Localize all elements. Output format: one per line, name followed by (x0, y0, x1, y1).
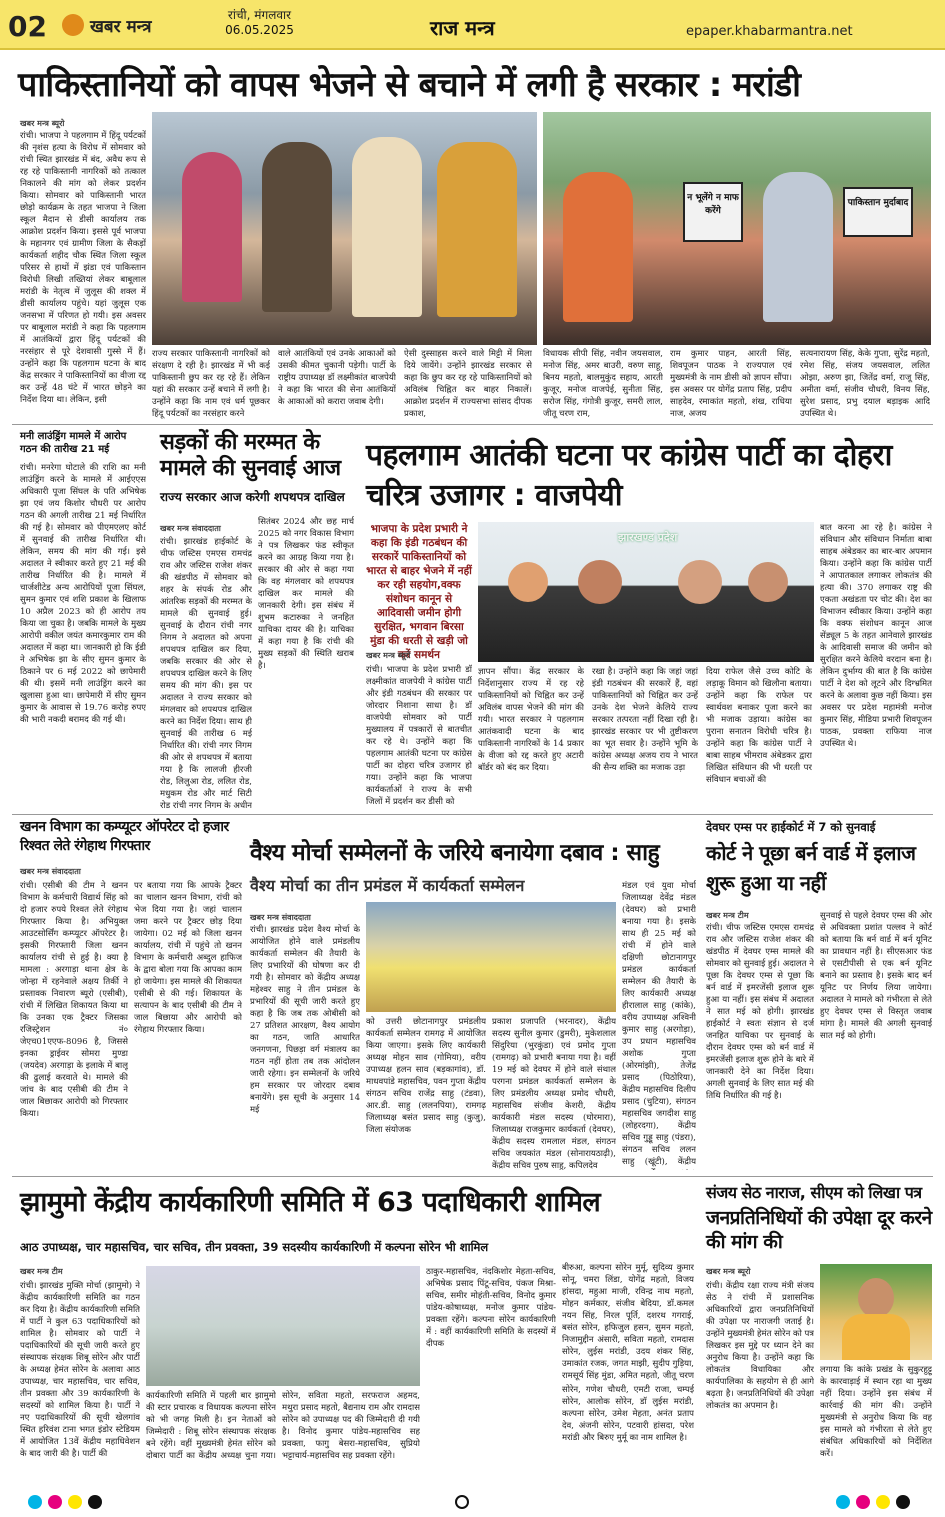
mine-body: रांची। मनरेगा घोटाले की राशि का मनी लाउंड्रिंग करने के मामले में आईएएस अधिकारी पूजा सिंघल के पति अभिषेक झा एवं जय किशोर चौधरी पर आरोप गठन की अगली तारीख 21 मई निर्धारित की गई है। सोमवार को पीएमएलए कोर्ट में सुनवाई की तारीख निर्धारित थी। लेकिन, समय की मांग की गई। इसे अदालत ने स्वीकार करते हुए 21 मई की तारीख निर्धारित की है। मामले में चार्जशीटेड अन्य आरोपियों पूजा सिंघल, सुमन कुमार एवं शशि प्रकाश के खिलाफ 10 अप्रैल 2023 को ही आरोप तय किया जा चुका है। जबकि मामले के मुख्य आरोपी वकील जयंत कमारकुमार राम की अदालत में कहा था। जानकारी हो कि ईडी ने अभिषेक झा के सीए सुमन कुमार के ठिकाने पर 6 मई 2022 को छापेमारी की थी। इसमें मनी लाउंड्रिंग करने का खुलासा हुआ था। छापेमारी में सीए सुमन कुमार के आवास से 19.76 करोड़ रुपए की भारी नकदी बरामद की गई थी। (20, 463, 146, 725)
page-number: 02 (8, 10, 47, 43)
registration-mark (28, 1495, 42, 1509)
deoghar-body: रांची। चीफ जस्टिस एमएस रामचंद्र राव और जस्टिस राजेश शंकर की खंडपीठ में देवघर एम्स मामले की सोमवार को सुनवाई हुई। अदालत ने पूछा कि देवघर एम्स से पूछा कि बर्न वार्ड में इमरजेंसी इलाज शुरू हुआ या नहीं। इस संबंध में अदालत ने सात मई को होगी। झारखंड हाईकोर्ट ने स्वतः संज्ञान से दर्ज जनहित याचिका पर सुनवाई के दौरान देवघर एम्स को बर्न वार्ड में इमरजेंसी इलाज शुरू होने के बारे में जानकारी देने का निर्देश दिया। अगली सुनवाई के लिए सात मई की तिथि निर्धारित की गई है। (706, 923, 814, 1101)
congress-col3: रखा है। उन्होंने कहा कि जहां जहां इंडी गठबंधन की सरकारें हैं, वहां पाकिस्तानियों को चिह्नित कर उन्हें उनके देश भेजने केलिये राज्य सरकार तत्परता नहीं दिखा रही है। झारखंड सरकार पर भी तुष्टीकरण का भूत सवार है। उन्होंने भूमि के कांग्रेस अध्यक्ष अजय राय ने भारत की सैन्य शक्ति का मजाक उड़ा (592, 667, 698, 773)
vaishya-body: रांची। झारखंड प्रदेश वैश्य मोर्चा के आयोजित होने वाले प्रमंडलीय कार्यकर्ता सम्मेलन की तैयारी के लिए प्रभारियों की घोषणा कर दी गयी है। सोमवार को केंद्रीय अध्यक्ष महेश्वर साहु ने तीन प्रमंडल के प्रभारियों की सूची जारी करते हुए कहा है कि जब तक ओबीसी को 27 प्रतिशत आरक्षण, वैश्य आयोग का गठन, जाति आधारित जनगणना, पिछड़ा वर्ग मंत्रालय का गठन नहीं होता तब तक आंदोलन जारी रहेगा। इन सम्मेलनों के जरिये हम सरकार पर जोरदार दबाव बनायेंगे। इस सूची के अनुसार 14 मई (250, 925, 360, 1115)
jmm-body: रांची। झारखंड मुक्ति मोर्चा (झामुमो) ने केंद्रीय कार्यकारिणी समिति का गठन कर दिया है। केंद्रीय कार्यकारिणी समिति में पार्टी ने कुल 63 पदाधिकारियों को शामिल है। सोमवार को पार्टी ने पदाधिकारियों की सूची जारी करते हुए संस्थापक संरक्षक शिबू सोरेन और पार्टी के अध्यक्ष हेमंत सोरेन के अलावा आठ उपाध्यक्ष, चार महासचिव, चार सचिव, तीन प्रवक्ता और 39 कार्यकारिणी के सदस्यों को शामिल किया है। पार्टी ने नए पदाधिकारियों की सूची खेलगांव स्थित हरिवंश टाना भगत इंडोर स्टेडियम में आयोजित 13वें केंद्रीय महाधिवेशन के बाद जारी की है। पार्टी की (20, 1281, 140, 1459)
mining-byline: खबर मन्त्र संवाददाता (20, 867, 81, 876)
vaishya-col3: प्रकाश प्रजापति (भरनादर), केंद्रीय सदस्य सुनील कुमार (डुमरी), मुकेशलाल सिंदुरिया (भुरकुंडा) एवं प्रमोद गुप्ता (रामगढ़) को प्रभारी बनाया गया है। वहीं 19 मई को देवघर में होने वाले संथाल परगना प्रमंडल कार्यकर्ता सम्मेलन के लिए प्रमंडलीय अध्यक्ष प्रमोद चौधरी, महासचिव संजीव केशरी, केंद्रीय कार्यकारी मंडल सदस्य (घोरमारा), जिलाध्यक्ष राजकुमार कार्यकर्ता (देवघर), केंद्रीय सदस्य रामलाल मंडल, संगठन सचिव जयकांत मंडल (सोनारायठाढ़ी), केंद्रीय सचिव पुरुष साहु, कपिलदेव (492, 1017, 616, 1170)
crosshair-icon (455, 1495, 469, 1509)
brand-logo-icon (62, 14, 84, 36)
vaishya-meeting-photo (366, 902, 616, 1012)
roads-deck: राज्य सरकार आज करेगी शपथपत्र दाखिल (160, 490, 345, 504)
divider (12, 1176, 933, 1177)
brand-name: खबर मन्त्र (90, 17, 152, 37)
congress-press-photo (478, 522, 814, 662)
roads-byline: खबर मन्त्र संवाददाता (160, 524, 221, 533)
deoghar-kicker: देवघर एम्स पर हाईकोर्ट में 7 को सुनवाई (706, 820, 876, 834)
registration-mark (896, 1495, 910, 1509)
epaper-link[interactable]: epaper.khabarmantra.net (686, 24, 853, 39)
lead-body: रांची। भाजपा ने पहलगाम में हिंदू पर्यटकों की नृशंस हत्या के विरोध में सोमवार को रांची स्थित झारखंड में बंद, अवैध रूप से रह रहे पाकिस्तानी नागरिकों को तत्काल निकालने की मांग को लेकर प्रदर्शन किया। सोमवार को पाकिस्तानी भारत छोड़ो कार्यक्रम के तहत भाजपा ने जिला स्कूल मैदान से डीसी कार्यालय तक आक्रोश प्रदर्शन किया। इससे पूर्व भाजपा के महानगर एवं ग्रामीण जिला के सैकड़ों कार्यकर्ता शहीद चौक स्थित जिला स्कूल परिसर से हाथों में झंडा एवं पाकिस्तान विरोधी लिखी तख्तियां लेकर बाबूलाल मरांडी के नेतृत्व में जुलूस की शक्ल में डीसी कार्यालय पहुंचे। यहां जुलूस एक जनसभा में परिणत हो गयी। इस अवसर पर बाबूलाल मरांडी ने कहा कि पहलगाम में आतंकियों द्वारा हिंदू पर्यटकों की नरसंहार से पूरे देशवासी गुस्से में हैं। उन्होंने कहा कि पहलगाम घटना के बाद केंद्र सरकार ने पाकिस्तानियों का वीजा रद्द कर उन्हें 48 घंटे में भारत छोड़ने का निर्देश दिया था। लेकिन, इसी (20, 131, 146, 405)
lead-col2: राज्य सरकार पाकिस्तानी नागरिकों को संरक्षण दे रही है। झारखंड में भी कई पाकिस्तानी छुप कर रह रहे हैं। लेकिन यहां की सरकार उन्हें बचाने में लगी है। उन्होंने कहा कि नाम एवं धर्म पूछकर हिंदू पर्यटकों का नरसंहार करने (152, 349, 270, 419)
lead-col3: वाले आतंकियों एवं उनके आकाओं को उसकी कीमत चुकानी पड़ेगी। पार्टी के राष्ट्रीय उपाध्यक्ष डॉ लक्ष्मीकांत बाजपेयी ने कहा कि भारत की सेना आतंकियों के आकाओं को करारा जवाब देगी। (278, 349, 396, 407)
section-title: राज मन्त्र (430, 16, 495, 40)
jmm-deck: आठ उपाध्यक्ष, चार महासचिव, चार सचिव, तीन प्रवक्ता, 39 सदस्यीय कार्यकारिणी में कल्पना सोरेन भी शामिल (20, 1240, 489, 1254)
sanjay-col2: लगाया कि कांके प्रखंड के सुकुरहुट्टू के कारवाड़ाई में स्थान रहा था मुख्य नहीं दिया। उन्होंने इस संबंध में कार्रवाई की मांग की। उन्होंने मुख्यमंत्री से अनुरोध किया कि वह इस मामले को गंभीरता से लेते हुए संबंधित अधिकारियों को निर्देशित करें। (820, 1365, 932, 1459)
lead-col7: सत्यनारायण सिंह, केके गुप्ता, सुरेंद्र महतो, रमेश सिंह, संजय जयसवाल, ललित ओझा, अरुण झा, जितेंद्र वर्मा, राजू सिंह, अमीता वर्मा, संजीव चौधरी, विनय सिंह, सुरेश प्रसाद, प्रभु दयाल बड़ाइक आदि उपस्थित थे। (800, 349, 930, 419)
jmm-col3: सोरेन, सविता महतो, सरफराज अहमद, मथुरा प्रसाद महतो, बैद्यनाथ राम और रामदास सोरेन को उपाध्यक्ष पद की जिम्मेदारी दी गयी है। विनोद कुमार पांडेय-महासचिव सह प्रवक्ता, फागु बेसरा-महासचिव, सुप्रियो भट्टाचार्य-महासचिव सह प्रवक्ता रहेंगे। (282, 1391, 420, 1460)
congress-body: रांची। भाजपा के प्रदेश प्रभारी डॉ लक्ष्मीकांत वाजपेयी ने कांग्रेस पार्टी और इंडी गठबंधन की सरकार पर जोरदार निशाना साधा है। डॉ वाजपेयी सोमवार को पार्टी मुख्यालय में पत्रकारों से बातचीत कर रहे थे। उन्होंने कहा कि पहलगाम आतंकी घटना पर कांग्रेस पार्टी का दोहरा चरित्र उजागर हो गया। उन्होंने कहा कि भाजपा कार्यकर्ताओं ने राज्य के सभी जिलों में प्रदर्शन कर डीसी को (366, 665, 472, 807)
sanjay-headline: संजय सेठ नाराज, सीएम को लिखा पत्र (706, 1183, 922, 1202)
jmm-byline: खबर मन्त्र टीम (20, 1267, 63, 1276)
jmm-col4: ठाकुर-महासचिव, नंदकिशोर मेहता-सचिव, अभिषेक प्रसाद पिंटू-सचिव, पंकज मिश्रा-सचिव, समीर मोहंती-सचिव, विनोद कुमार पांडेय-कोषाध्यक्ष, मनोज कुमार पांडेय-प्रवक्ता रहेंगे। कल्पना सोरेन कार्यकारिणी में : वहीं कार्यकारिणी समिति के सदस्यों में दीपक (426, 1267, 556, 1349)
registration-mark (88, 1495, 102, 1509)
roads-body: रांची। झारखंड हाईकोर्ट के चीफ जस्टिस एमएस रामचंद्र राव और जस्टिस राजेश शंकर की खंडपीठ में सोमवार को शहर के संपर्क रोड और आंतरिक सड़कों की मरम्मत के मामले की सुनवाई हुई। सुनवाई के दौरान रांची नगर निगम ने अदालत को अपना शपथपत्र दाखिल कर दिया, जबकि सरकार की ओर से शपथपत्र दाखिल करने के लिए समय की मांग की। इस पर अदालत ने राज्य सरकार को मंगलवार को शपथपत्र दाखिल करने का निर्देश दिया। साथ ही सुनवाई की तारीख 6 मई निर्धारित की। रांची नगर निगम की ओर से शपथपत्र में बताया गया है कि लालजी हीरजी रोड, लिलुआ रोड, ललित रोड, मधुकम रोड और मार्ट सिटी रोड रांची नगर निगम के अधीन (160, 537, 252, 810)
lead-byline: खबर मन्त्र ब्यूरो (20, 119, 65, 128)
congress-col2: ज्ञापन सौंपा। केंद्र सरकार के निर्देशानुसार राज्य में रह रहे पाकिस्तानियों को चिह्नित कर उन्हें अविलंब वापस भेजने की मांग की गयी। भारत सरकार ने पहलगाम आतंकवादी घटना के बाद पाकिस्तानी नागरिकों के 14 प्रकार के वीजा को रद्द करते हुए अटारी बॉर्डर को बंद कर दिया। (478, 667, 584, 773)
mining-col2: पर बताया गया कि आपके ट्रैक्टर का चालान खनन विभाग, रांची को भेज दिया गया है। जहां चालान जमा करने पर ट्रैक्टर छोड़ दिया जायेगा। 02 मई को जिला खनन कार्यालय, रांची में पहुंचे तो खनन विभाग के कर्मचारी अब्दुल हाफिज के द्वारा बोला गया कि आपका काम हो जायेगा। इस मामले की शिकायत एसीबी से की गई। शिकायत के सत्यापन के बाद एसीबी की टीम ने जाल बिछाया और आरोपी को रंगेहाथ गिरफ्तार किया। (134, 881, 242, 1035)
jmm-col2: कार्यकारिणी समिति में पहली बार झामुमो की स्टार प्रचारक व विधायक कल्पना सोरेन को भी जगह मिली है। इन नेताओं को जिम्मेदारी : शिबू सोरेन संस्थापक संरक्षक बने रहेंगे। वहीं मुख्यमंत्री हेमंत सोरेन को दोबारा पार्टी का केंद्रीय अध्यक्ष चुना गया। (146, 1391, 276, 1460)
jmm-headline: झामुमो केंद्रीय कार्यकारिणी समिति में 63 पदाधिकारी शामिल (20, 1187, 601, 1218)
sanjay-body: रांची। केंद्रीय रक्षा राज्य मंत्री संजय सेठ ने रांची में प्रशासनिक अधिकारियों द्वारा जनप्रतिनिधियों की उपेक्षा पर नाराजगी जताई है। उन्होंने मुख्यमंत्री हेमंत सोरेन को पत्र लिखकर इस मुद्दे पर ध्यान देने का अनुरोध किया है। उन्होंने कहा कि लोकतंत्र विधायिका और कार्यपालिका के सहयोग से ही आगे बढ़ता है। जनप्रतिनिधियों की उपेक्षा लोकतंत्र का अपमान है। (706, 1281, 814, 1411)
vaishya-headline: वैश्य मोर्चा सम्मेलनों के जरिये बनायेगा दबाव : साहु (250, 840, 660, 866)
masthead (0, 0, 945, 50)
vaishya-col2: को उत्तरी छोटानागपुर प्रमंडलीय कार्यकर्ता सम्मेलन रामगढ़ में आयोजित किया जाएगा। इसके लिए कार्यकारी अध्यक्ष मोहन साव (गोमिया), वरीय उपाध्यक्ष हलन साव (बड़कागांव), डॉ. माधवपांडे महासचिव, पवन गुप्ता केंद्रीय संगठन सचिव राजेंद्र साहु (टंडवा), आर.डी. साहु (ललनपिया), रामगढ़ जिलाध्यक्ष बसंत प्रसाद साहु (कुजु), जिला संयोजक (366, 1017, 486, 1135)
deoghar-col2: सुनवाई से पहले देवघर एम्स की ओर से अधिवक्ता प्रशांत पल्लव ने कोर्ट को बताया कि बर्न वार्ड में बर्न यूनिट का प्रावधान नहीं है। सीएसआर फंड से एसटीपीसी से एक बर्न यूनिट बनाने का प्रस्ताव है। इसके बाद बर्न यूनिट पर निर्णय लिया जायेगा। अदालत ने मामले को गंभीरता से लेते हुए देवघर एम्स से विस्तृत जवाब मांगा है। मामले की अगली सुनवाई सात मई को होगी। (820, 911, 932, 1041)
jmm-col5: बीरुआ, कल्पना सोरेन मुर्मू, सुदिव्य कुमार सोनू, चमरा लिंडा, योगेंद्र महतो, विजय हांसदा, महुआ माजी, रविन्द्र नाथ महतो, मोहन कर्मकार, संजीव बेदिया, डॉ.कमल नयन सिंह, निरल पूर्ति, दशरथ गगराई, बसंत सोरेन, हफिजुल हसन, सुमन महतो, निजामुद्दीन अंसारी, सविता महतो, रामदास सोरेन, लुईस मरांडी, उदय शंकर सिंह, उमाकांत रजक, जगत माझी, सुदीप गुड़िया, रामसूर्य सिंह मुंडा, अमित महतो, जीतू चरण (562, 1263, 694, 1381)
congress-banner: झारखण्ड प्रदेश (618, 531, 678, 544)
lead-photo-left (152, 112, 537, 345)
registration-mark (68, 1495, 82, 1509)
lead-headline: पाकिस्तानियों को वापस भेजने से बचाने में लगी है सरकार : मरांडी (18, 65, 801, 105)
divider (12, 424, 933, 425)
vaishya-byline: खबर मन्त्र संवाददाता (250, 913, 311, 922)
protest-placard-2: पाकिस्तान मुर्दाबाद (843, 187, 913, 237)
congress-col5: बात करना आ रहे है। कांग्रेस ने संविधान और संविधान निर्माता बाबा साहब अंबेडकर का बार-बार अपमान किया। उन्होंने कहा कि कांग्रेस पार्टी ने आपातकाल लगाकर लोकतंत्र की हत्या की। 370 लगाकर राष्ट्र की एकता अखंडता पर चोट की। देश का विभाजन स्वीकार किया। उन्होंने कहा कि वक्फ संशोधन कानून आज सेंड्यूल 5 के तहत आनेवाले झारखंड के आदिवासी समाज की जमीन को सुरक्षित करने केलिये वरदान बना है। लेकिन दुर्भाग्य की बात है कि कांग्रेस पार्टी ने देश को लूटने और दिग्भ्रमित करने के अलावा कुछ नहीं किया। इस अवसर पर प्रदेश महामंत्री मनोज कुमार सिंह, मीडिया प्रभारी शिवपूजन पाठक, प्रवक्ता राफिया नाज उपस्थित थे। (820, 523, 932, 749)
registration-mark (856, 1495, 870, 1509)
mining-body: रांची। एसीबी की टीम ने खनन विभाग के कर्मचारी विद्यार्थ सिंह को दो हजार रुपये रिश्वत लेते रंगेहाथ गिरफ्तार किया है। अभियुक्त आउटसोर्सिंग कम्प्यूटर ऑपरेटर है। इसकी गिरफ्तारी जिला खनन कार्यालय रांची से हुई है। क्या है मामला : अरगाड़ा थाना क्षेत्र के जोन्हा में रहनेवाले अक्षय तिर्की ने प्रस्तावक निवारण ब्यूरो (एसीबी), रांची में लिखित शिकायत किया था कि उनका एक ट्रैक्टर जिसका रजिस्ट्रेशन नं० जेएच01एएफ-8096 है, जिससे इनका ड्राईवर सोमरा मुण्डा (जयदेव) अरगाड़ा के इलाके में बालू की ढुलाई करवाते थे। मामले की जांच के बाद एसीबी की टीम ने जाल बिछाकर आरोपी को गिरफ्तार किया। (20, 881, 128, 1119)
congress-byline: खबर मन्त्र ब्यूरो (366, 651, 411, 660)
sanjay-deck: जनप्रतिनिधियों की उपेक्षा दूर करने की मांग की (706, 1207, 932, 1253)
roads-headline: सड़कों की मरम्मत के मामले की सुनवाई आज (160, 430, 341, 481)
vaishya-deck: वैश्य मोर्चा का तीन प्रमंडल में कार्यकर्ता सम्मेलन (250, 876, 525, 895)
roads-body2: सितंबर 2024 और छह मार्च 2025 को नगर विकास विभाग ने पत्र लिखकर फंड स्वीकृत करने का आग्रह किया गया है। सरकार की ओर से कहा गया कि वह मंगलवार को शपथपत्र दाखिल कर मामले की जानकारी देगी। इस संबंध में शुभम कटारुका ने जनहित याचिका दायर की है। याचिका में कहा गया है कि रांची की मुख्य सड़कों की स्थिति खराब है। (258, 517, 354, 671)
lead-col6: राम कुमार पाहन, आरती सिंह, शिवपूजन पाठक ने राज्यपाल एवं मुख्यमंत्री के नाम डीसी को ज्ञापन सौंपा। इस अवसर पर योगेंद्र प्रताप सिंह, प्रदीप साहदेव, रमाकांत महतो, शंख, राधिया नाज, अजय (670, 349, 792, 419)
registration-mark (876, 1495, 890, 1509)
lead-photo-right (543, 112, 931, 345)
jmm-photo (146, 1266, 420, 1386)
registration-mark (48, 1495, 62, 1509)
sanjay-portrait (820, 1264, 932, 1360)
lead-col5: विधायक सीपी सिंह, नवीन जयसवाल, मनोज सिंह, अमर बाउरी, वरुण साहू, बिनय महतो, बालमुकुंद सहाय, आरती कुजूर, मनोज वाजपेई, सुनीता सिंह, सरोज सिंह, गंगोत्री कुजूर, समरी लाल, जीतू चरण राम, (543, 349, 663, 419)
lead-col4: ऐसी दुस्साहस करने वाले मिट्टी में मिला दिये जायेंगे। उन्होंने झारखंड सरकार से कहा कि छुप कर रह रहे पाकिस्तानियों को अविलंब चिह्नित कर बाहर निकालें। आक्रोश प्रदर्शन में राज्यसभा सांसद दीपक प्रकाश, (404, 349, 532, 419)
dateline-date: 06.05.2025 (225, 23, 294, 37)
divider (12, 814, 933, 815)
vaishya-col4: मंडल एवं युवा मोर्चा जिलाध्यक्ष देवेंद्र मंडल (देवघर) को प्रभारी बनाया गया है। इसके साथ ही 25 मई को रांची में होने वाले दक्षिणी छोटानागपुर प्रमंडल कार्यकर्ता सम्मेलन की तैयारी के लिए कार्यकारी अध्यक्ष हीरालाल साहु (कांके), वरीय उपाध्यक्ष अश्विनी कुमार साहु (अरगोड़ा), उप प्रधान महासचिव अशोक गुप्ता (ओरमांझी), तेजेंद्र प्रसाद (पिठोरिया), केंद्रीय महासचिव दिलीप प्रसाद (चुटिया), संगठन महासचिव जगदीश साहु (लोहरदगा), केंद्रीय सचिव गुड्डू साहु (पंडरा), संगठन सचिव ललन साहु (खूंटी), केंद्रीय (622, 881, 696, 1167)
congress-col4: दिया राफेल जैसे उच्च कोटि के लड़ाकू विमान को खिलौना बताया। उन्होंने कहा कि राफेल पर स्वार्थवश बनाकर पूजा करने का भी मजाक उड़ाया। कांग्रेस का पुराना सनातन विरोधी चरित्र है। उन्होंने कहा कि कांग्रेस पार्टी ने बाबा साहब भीमराव अंबेडकर द्वारा लिखित संविधान की भी धरती पर संविधान बचाओं की (706, 667, 812, 785)
sanjay-byline: खबर मन्त्र ब्यूरो (706, 1267, 751, 1276)
dateline-place: रांची, मंगलवार (227, 8, 292, 22)
mining-headline: खनन विभाग का कम्प्यूटर ऑपरेटर दो हजार रिश्वत लेते रंगेहाथ गिरफ्तार (20, 819, 229, 854)
deoghar-headline: कोर्ट ने पूछा बर्न वार्ड में इलाज शुरू हुआ या नहीं (706, 841, 916, 895)
registration-mark (836, 1495, 850, 1509)
jmm-col6: सोरेन, गणेश चौधरी, एमटी राजा, चम्पई सोरेन, आलोक सोरेन, डॉ लुईस मरांडी, कल्पना सोरेन, उमेश मेहता, अनंत प्रताप देव, अंजनी सोरेन, पटवारी हांसदा, परेश मरांडी और बिरुए मुर्मू का नाम शामिल है। (562, 1385, 694, 1443)
deoghar-byline: खबर मन्त्र टीम (706, 911, 749, 920)
congress-headline: पहलगाम आतंकी घटना पर कांग्रेस पार्टी का दोहरा चरित्र उजागर : वाजपेयी (366, 438, 892, 513)
congress-quote: भाजपा के प्रदेश प्रभारी ने कहा कि इंडी गठबंधन की सरकारें पाकिस्तानियों को भारत से बाहर भेजने में नहीं कर रही सहयोग,वक्फ संशोधन कानून से आदिवासी जमीन होगी सुरक्षित, भगवान बिरसा मुंडा की धरती से खड़ी जो करें समर्थन (366, 523, 472, 661)
mine-kicker: मनी लाउंड्रिंग मामले में आरोप गठन की तारीख 21 मई (20, 431, 127, 455)
protest-placard-1: न भूलेंगे न माफ करेंगे (683, 182, 743, 242)
